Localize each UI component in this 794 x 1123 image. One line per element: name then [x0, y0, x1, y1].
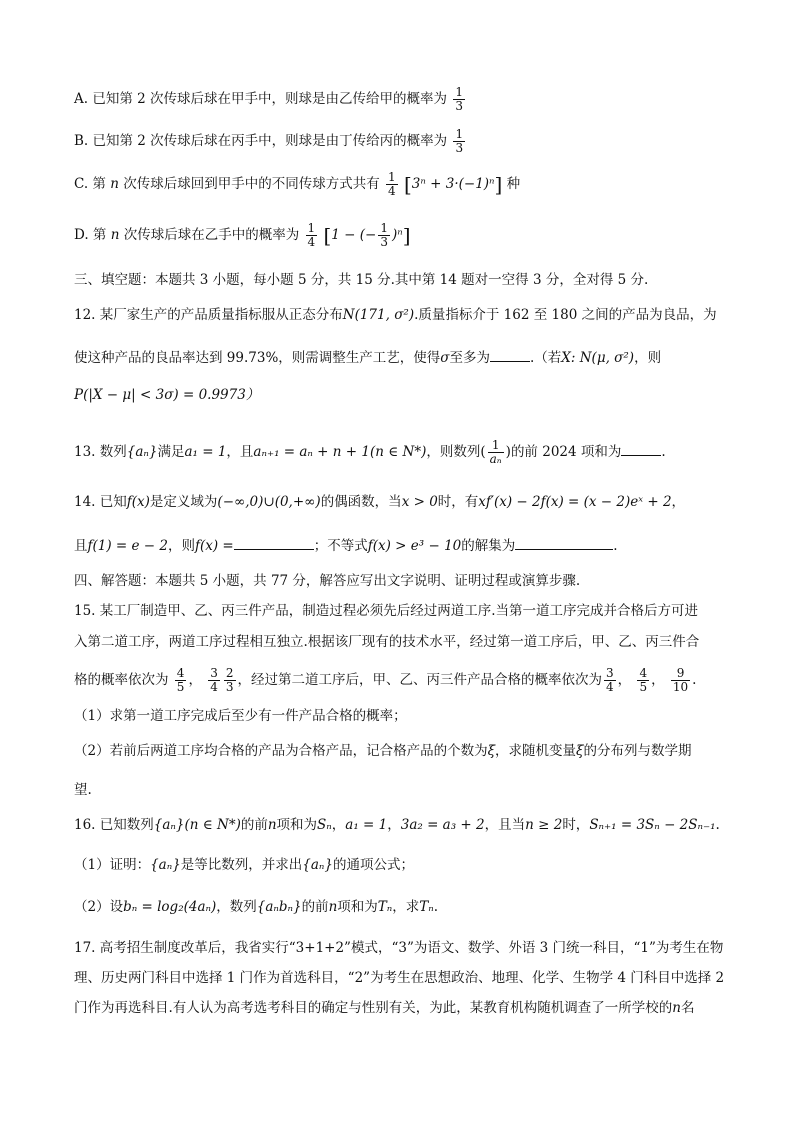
q15-line3: 格的概率依次为 $\frac{4}{5}$ ， $\frac{3}{4}$ $\frac{2}{3}$ ，经过第二道工序后，甲、乙、丙三件产品合格的概率依次为 $\frac{3}{4}$ ， $\frac{4}{5}$ ， $\frac{9}{10}$ .	[74, 666, 697, 694]
q14-line2: 且f(1) = e − 2，则f(x) = ；不等式f(x) > e³ − 10的解集为 .	[74, 535, 724, 556]
q15-sub1: （1）求第一道工序完成后至少有一件产品合格的概率；	[74, 708, 407, 724]
option-a-fraction: $\frac{1}{3}$	[455, 85, 463, 113]
q12-line3: P(|X − μ| < 3σ) = 0.9973）	[74, 387, 260, 403]
option-d-fraction: $\frac{1}{4}$	[307, 221, 316, 249]
q15-sub2: （2）若前后两道工序均合格的产品为合格产品，记合格产品的个数为ξ，求随机变量ξ的分布列与数学期	[74, 743, 692, 759]
option-c: C. 第 n 次传球后球回到甲手中的不同传球方式共有 $\frac{1}{4}$ [3ⁿ + 3·(−1)ⁿ] 种	[74, 170, 521, 198]
q17-line2: 理、历史两门科目中选择 1 门作为首选科目，“2”为考生在思想政治、地理、化学、生物学 4 门科目中选择 2	[74, 970, 725, 986]
q12-line1: 12. 某厂家生产的产品质量指标服从正态分布N(171, σ²).质量指标介于 162 至 180 之间的产品为良品，为	[74, 307, 717, 323]
option-d: D. 第 n 次传球后球在乙手中的概率为 $\frac{1}{4}$ [1 − (− $\frac{1}{3}$ )ⁿ]	[74, 221, 411, 249]
q12-line2: 使这种产品的良品率达到 99.73%，则需调整生产工艺，使得σ至多为 .（若X: N(μ, σ²)，则	[74, 347, 724, 368]
option-b-text: B. 已知第 2 次传球后球在丙手中，则球是由丁传给丙的概率为	[74, 133, 448, 149]
q13-line: 13. 数列{aₙ}满足a₁ = 1，且aₙ₊₁ = aₙ + n + 1(n ∈ N*)，则数列( $\frac{1}{\text{aₙ}}$ )的前 2024 项和为 .	[74, 438, 666, 466]
q15-sub2-cont: 望.	[74, 782, 92, 798]
option-a-text: A. 已知第 2 次传球后球在甲手中，则球是由乙传给甲的概率为	[74, 91, 448, 107]
q14-line1: 14. 已知f(x)是定义域为(−∞,0)∪(0,+∞)的偶函数，当x > 0时，有xf′(x) − 2f(x) = (x − 2)eˣ + 2，	[74, 494, 686, 510]
option-c-expression: 3ⁿ + 3·(−1)ⁿ	[411, 176, 495, 192]
option-a	[74, 86, 724, 113]
q14-answer-blank-2[interactable]	[515, 535, 613, 550]
section-3-heading: 三、填空题：本题共 3 小题，每小题 5 分，共 15 分.其中第 14 题对一空得 3 分，全对得 5 分.	[74, 272, 649, 288]
q15-line1: 15. 某工厂制造甲、乙、丙三件产品，制造过程必须先后经过两道工序.当第一道工序完成并合格后方可进	[74, 603, 699, 619]
q12-answer-blank[interactable]	[490, 347, 530, 362]
option-c-fraction: $\frac{1}{4}$	[388, 170, 396, 198]
q17-line3: 门作为再选科目.有人认为高考选考科目的确定与性别有关，为此，某教育机构随机调查了一所学校的n名	[74, 1000, 695, 1016]
q16-line1: 16. 已知数列{aₙ}(n ∈ N*)的前n项和为Sₙ，a₁ = 1，3a₂ = a₃ + 2，且当n ≥ 2时，Sₙ₊₁ = 3Sₙ − 2Sₙ₋₁.	[74, 817, 720, 833]
option-b-fraction: $\frac{1}{3}$	[455, 127, 464, 155]
option-b	[74, 128, 724, 155]
section-4-heading: 四、解答题：本题共 5 小题，共 77 分，解答应写出文字说明、证明过程或演算步骤.	[74, 573, 581, 589]
q14-answer-blank-1[interactable]	[234, 535, 314, 550]
q13-answer-blank[interactable]	[621, 441, 661, 456]
q17-line1: 17. 高考招生制度改革后，我省实行“3+1+2”模式，“3”为语文、数学、外语 3 门统一科目，“1”为考生在物	[74, 940, 724, 956]
q16-sub1: （1）证明：{aₙ}是等比数列，并求出{aₙ}的通项公式；	[74, 857, 414, 873]
q15-line2: 入第二道工序，两道工序过程相互独立.根据该厂现有的技术水平，经过第一道工序后，甲、乙、丙三件合	[74, 634, 700, 650]
q16-sub2: （2）设bₙ = log₂(4aₙ)，数列{aₙbₙ}的前n项和为Tₙ，求Tₙ.	[74, 899, 439, 915]
